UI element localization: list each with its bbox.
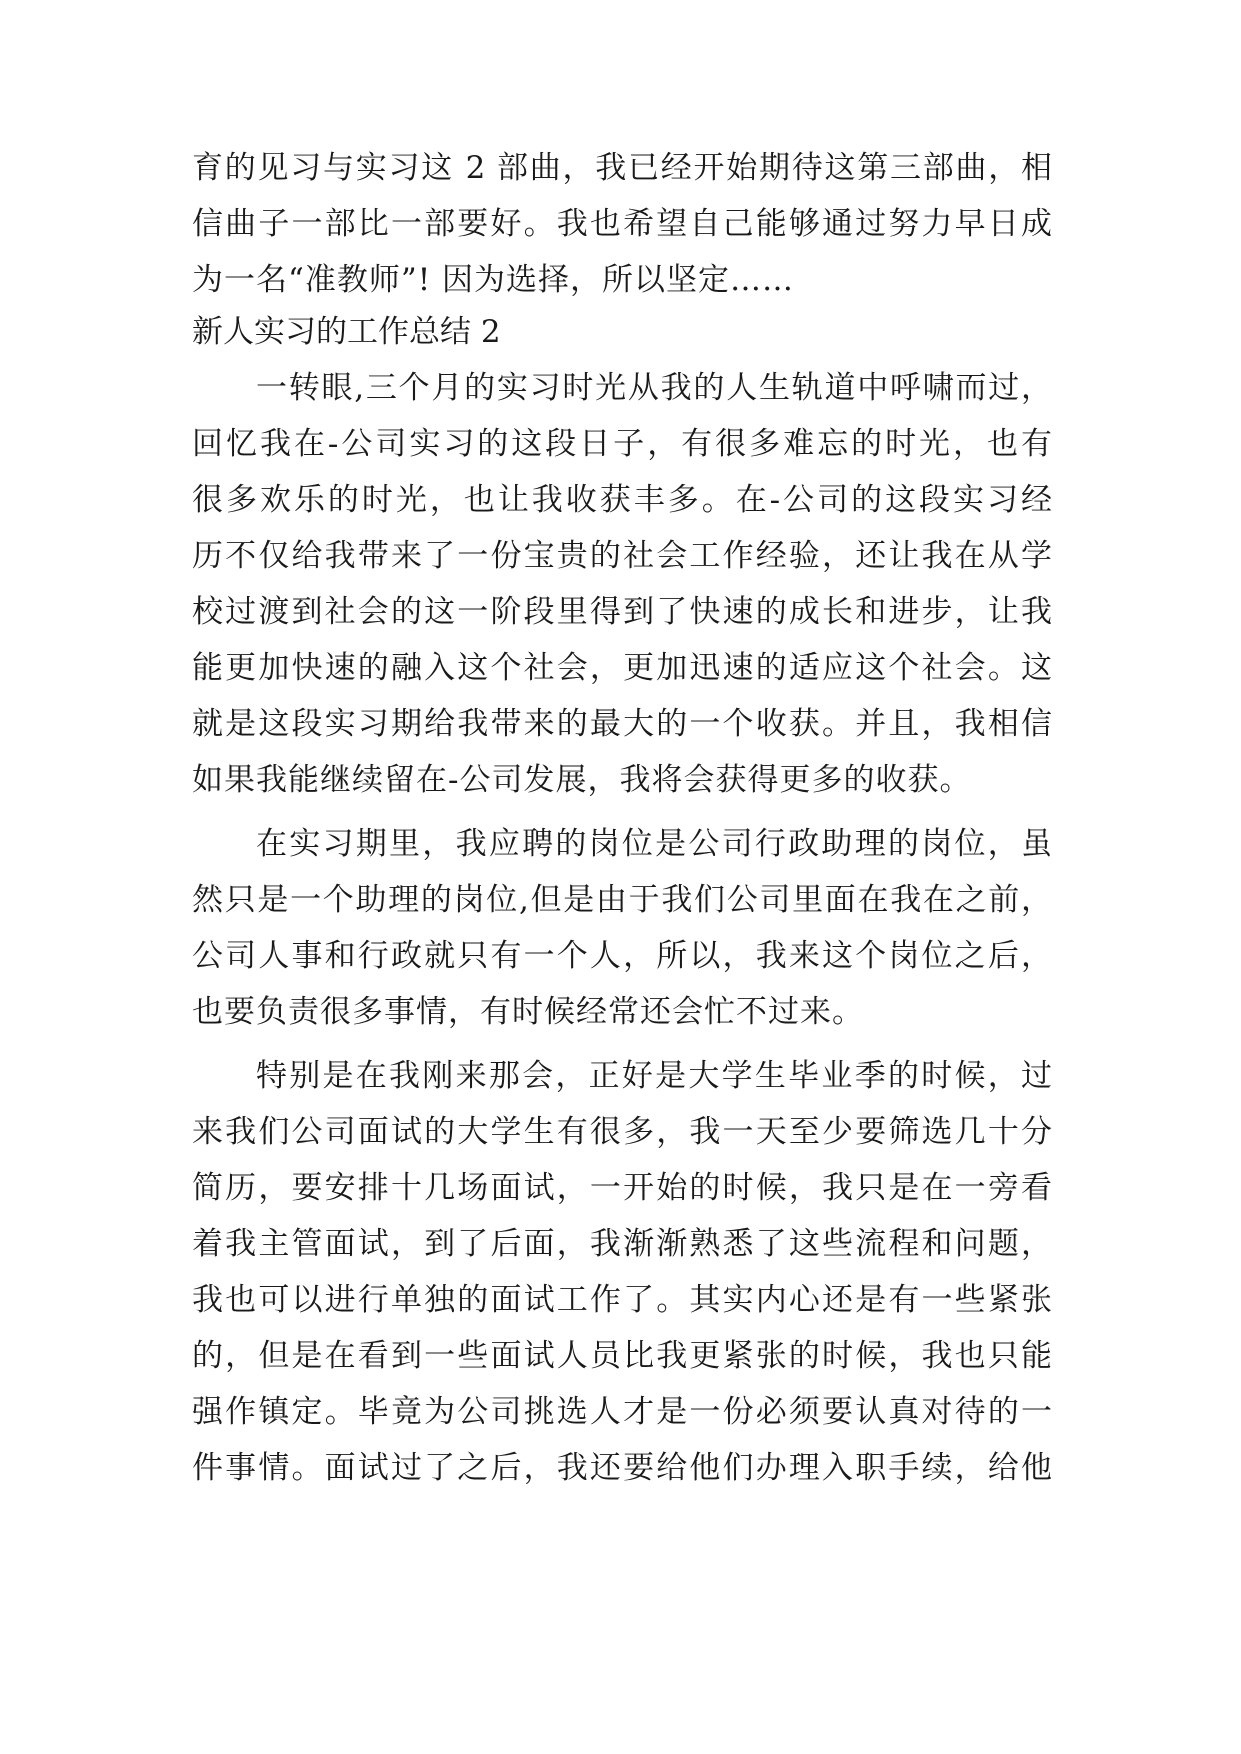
paragraph3-line-2: 来我们公司面试的大学生有很多，我一天至少要筛选几十分 xyxy=(192,1114,1052,1150)
paragraph3-line-5: 我也可以进行单独的面试工作了。其实内心还是有一些紧张 xyxy=(192,1282,1052,1318)
intro-line-2: 信曲子一部比一部要好。我也希望自己能够通过努力早日成 xyxy=(192,206,1052,242)
paragraph3-line-6: 的，但是在看到一些面试人员比我更紧张的时候，我也只能 xyxy=(192,1338,1052,1374)
paragraph1-line-8: 如果我能继续留在-公司发展，我将会获得更多的收获。 xyxy=(192,762,972,798)
paragraph1-line-4: 历不仅给我带来了一份宝贵的社会工作经验，还让我在从学 xyxy=(192,538,1052,574)
paragraph1-line-1: 一转眼,三个月的实习时光从我的人生轨道中呼啸而过， xyxy=(256,370,1052,406)
paragraph1-line-3: 很多欢乐的时光，也让我收获丰多。在-公司的这段实习经 xyxy=(192,482,1052,518)
paragraph2-line-2: 然只是一个助理的岗位,但是由于我们公司里面在我在之前， xyxy=(192,882,1052,918)
paragraph3-line-4: 着我主管面试，到了后面，我渐渐熟悉了这些流程和问题， xyxy=(192,1226,1052,1262)
intro-line-1: 育的见习与实习这 2 部曲，我已经开始期待这第三部曲，相 xyxy=(192,150,1052,186)
paragraph1-line-6: 能更加快速的融入这个社会，更加迅速的适应这个社会。这 xyxy=(192,650,1052,686)
paragraph3-line-1: 特别是在我刚来那会，正好是大学生毕业季的时候，过 xyxy=(256,1058,1052,1094)
paragraph2-line-4: 也要负责很多事情，有时候经常还会忙不过来。 xyxy=(192,994,864,1030)
paragraph2-line-1: 在实习期里，我应聘的岗位是公司行政助理的岗位，虽 xyxy=(256,826,1052,862)
paragraph1-line-7: 就是这段实习期给我带来的最大的一个收获。并且，我相信 xyxy=(192,706,1052,742)
paragraph2-line-3: 公司人事和行政就只有一个人，所以，我来这个岗位之后， xyxy=(192,938,1052,974)
paragraph3-line-3: 简历，要安排十几场面试，一开始的时候，我只是在一旁看 xyxy=(192,1170,1052,1206)
paragraph3-line-8: 件事情。面试过了之后，我还要给他们办理入职手续，给他 xyxy=(192,1450,1052,1486)
section-heading: 新人实习的工作总结 2 xyxy=(192,314,501,350)
intro-line-3: 为一名“准教师”! 因为选择，所以坚定…… xyxy=(192,262,795,298)
paragraph1-line-5: 校过渡到社会的这一阶段里得到了快速的成长和进步，让我 xyxy=(192,594,1052,630)
paragraph3-line-7: 强作镇定。毕竟为公司挑选人才是一份必须要认真对待的一 xyxy=(192,1394,1052,1430)
paragraph1-line-2: 回忆我在-公司实习的这段日子，有很多难忘的时光，也有 xyxy=(192,426,1052,462)
